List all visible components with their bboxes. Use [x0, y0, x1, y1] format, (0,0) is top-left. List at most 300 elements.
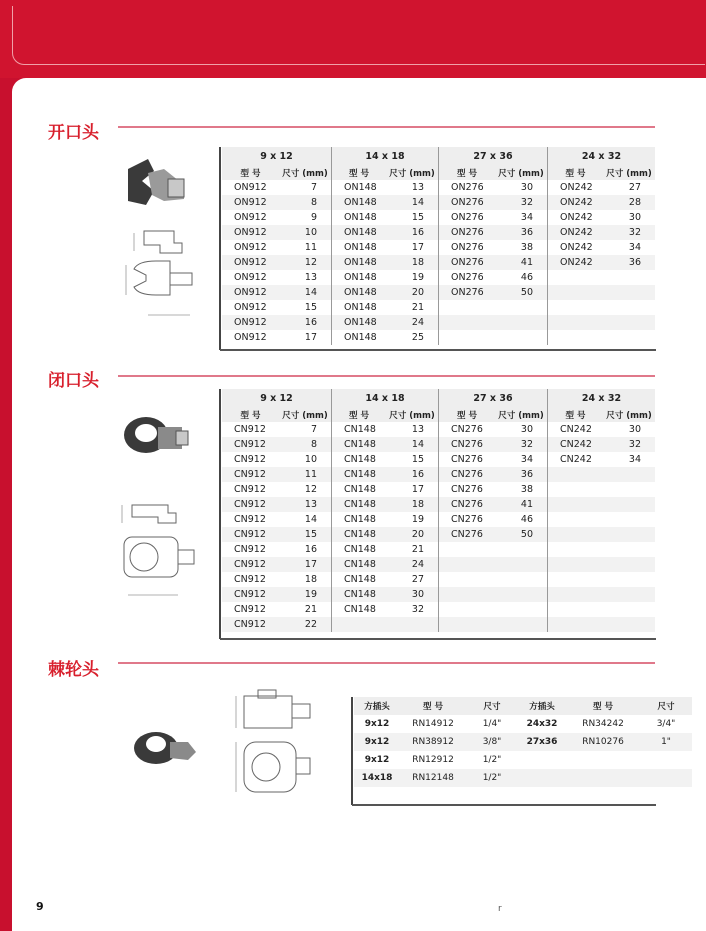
size-cell: 21	[411, 302, 424, 313]
ratchet-column-header: 型 号	[400, 697, 466, 715]
size-cell: 50	[495, 527, 548, 542]
size-cell: 30	[520, 182, 533, 193]
column-header-row	[222, 407, 655, 422]
size-cell: 15	[411, 454, 424, 465]
table-row	[222, 330, 655, 345]
size-cell	[603, 587, 655, 602]
top-frame	[12, 6, 705, 65]
size-column-header: 尺寸 (mm)	[386, 165, 439, 180]
group-size-header: 14 x 18	[332, 147, 439, 165]
model-column-header: 型 号	[548, 407, 604, 422]
table-row	[222, 587, 655, 602]
size-cell: 38	[520, 242, 533, 253]
size-cell: 30	[628, 212, 641, 223]
model-cell: ON148	[332, 210, 387, 225]
model-cell: CN276	[439, 512, 496, 527]
ring-spec-table	[222, 389, 655, 632]
size-cell	[495, 557, 548, 572]
ratchet-column-header: 方插头	[518, 697, 566, 715]
ratchet-header-row	[354, 697, 692, 715]
size-cell: 13	[279, 497, 332, 512]
table-row	[222, 467, 655, 482]
model-cell: ON912	[222, 315, 279, 330]
table-row	[222, 437, 655, 452]
size-cell: 13	[304, 272, 317, 283]
model-cell: CN148	[332, 437, 387, 452]
model-cell: CN276	[439, 422, 496, 437]
group-size-header: 27 x 36	[439, 147, 548, 165]
model-cell	[548, 527, 604, 542]
size-cell	[603, 617, 655, 632]
size-cell	[495, 587, 548, 602]
table-row	[222, 270, 655, 285]
size-cell: 14	[386, 195, 439, 210]
size-cell: 7	[310, 182, 317, 193]
table-bottom-rule	[220, 349, 656, 351]
column-header-row	[222, 165, 655, 180]
model-cell	[548, 285, 604, 300]
ratchet-column-header: 尺寸	[466, 697, 518, 715]
size-cell: 7	[310, 424, 317, 435]
size-cell: 34	[520, 212, 533, 223]
model-cell: CN912	[234, 424, 266, 435]
model-cell: CN912	[234, 454, 266, 465]
model-cell: ON148	[332, 180, 387, 195]
size-cell: 25	[411, 332, 424, 343]
size-column-header: 尺寸 (mm)	[495, 165, 548, 180]
model-column-header: 型 号	[548, 165, 604, 180]
size-cell: 19	[411, 272, 424, 283]
model-column-header: 型 号	[439, 165, 496, 180]
page-number: 9	[36, 900, 44, 913]
model-cell: CN148	[332, 512, 387, 527]
model-cell	[548, 467, 604, 482]
model-cell: CN148	[332, 422, 387, 437]
table-row	[222, 315, 655, 330]
footer-mark: r	[498, 904, 502, 914]
table-row	[222, 497, 655, 512]
table-row	[222, 285, 655, 300]
size-cell	[386, 617, 439, 632]
model-cell	[439, 572, 496, 587]
model-cell: CN148	[332, 452, 387, 467]
size-cell: 16	[386, 225, 439, 240]
model-cell	[548, 587, 604, 602]
size-cell	[603, 300, 655, 315]
size-cell: 27	[628, 182, 641, 193]
drive-cell: 27x36	[518, 733, 566, 751]
ratchet-column-header: 型 号	[566, 697, 640, 715]
size-cell: 32	[603, 437, 655, 452]
model-cell: ON148	[332, 300, 387, 315]
size-cell	[603, 482, 655, 497]
model-cell	[566, 751, 640, 769]
model-cell	[548, 300, 604, 315]
size-cell: 17	[411, 484, 424, 495]
size-cell: 12	[279, 255, 332, 270]
table-bottom-rule	[352, 804, 656, 806]
size-cell	[603, 602, 655, 617]
size-cell: 9	[310, 212, 317, 223]
model-cell: CN276	[439, 527, 496, 542]
size-cell: 36	[495, 467, 548, 482]
size-cell: 17	[411, 242, 424, 253]
size-cell	[603, 527, 655, 542]
model-cell: RN38912	[400, 733, 466, 751]
size-cell	[495, 602, 548, 617]
table-row	[354, 751, 692, 769]
model-cell	[548, 497, 604, 512]
size-cell: 34	[628, 454, 641, 465]
model-cell	[548, 572, 604, 587]
table-row	[222, 512, 655, 527]
size-column-header: 尺寸 (mm)	[386, 407, 439, 422]
table-row	[222, 180, 655, 195]
table-row	[354, 715, 692, 733]
open-end-head-illustration	[120, 155, 210, 335]
size-cell: 10	[279, 225, 332, 240]
model-cell	[566, 769, 640, 787]
size-cell: 36	[603, 255, 655, 270]
model-cell: CN148	[332, 467, 387, 482]
size-cell: 46	[520, 514, 533, 525]
section-rule	[118, 126, 655, 128]
table-divider	[219, 147, 221, 350]
model-cell: CN912	[234, 604, 266, 615]
group-size-header: 24 x 32	[548, 147, 656, 165]
model-cell	[548, 542, 604, 557]
size-cell: 13	[411, 182, 424, 193]
model-cell: ON912	[234, 242, 267, 253]
size-cell: 15	[279, 527, 332, 542]
size-cell	[640, 769, 692, 787]
model-cell: ON276	[439, 195, 496, 210]
model-cell	[439, 330, 496, 345]
size-cell	[495, 617, 548, 632]
table-row	[222, 210, 655, 225]
model-cell	[439, 587, 496, 602]
size-cell: 1/2"	[482, 755, 502, 765]
size-cell	[603, 542, 655, 557]
size-cell: 34	[520, 454, 533, 465]
model-cell	[439, 300, 496, 315]
drive-cell: 9x12	[354, 733, 400, 751]
table-row	[222, 300, 655, 315]
model-cell: CN148	[332, 527, 387, 542]
table-row	[354, 733, 692, 751]
size-cell: 15	[411, 212, 424, 223]
model-cell	[548, 557, 604, 572]
model-cell: ON148	[332, 315, 387, 330]
model-cell: ON148	[332, 255, 387, 270]
ratchet-table	[354, 697, 692, 787]
size-cell: 13	[411, 424, 424, 435]
ratchet-head-illustration	[126, 688, 326, 803]
size-cell: 30	[386, 587, 439, 602]
table-row	[222, 482, 655, 497]
model-cell: CN148	[332, 482, 387, 497]
size-column-header: 尺寸 (mm)	[495, 407, 548, 422]
size-column-header: 尺寸 (mm)	[603, 407, 655, 422]
model-cell: CN912	[222, 437, 279, 452]
model-cell	[439, 315, 496, 330]
model-column-header: 型 号	[332, 407, 387, 422]
model-cell: ON242	[548, 255, 604, 270]
ring-head-illustration	[118, 405, 208, 605]
model-cell: CN148	[332, 587, 387, 602]
size-cell: 21	[304, 604, 317, 615]
size-cell: 32	[603, 225, 655, 240]
size-cell: 24	[386, 557, 439, 572]
model-cell: CN912	[222, 587, 279, 602]
model-cell: ON148	[332, 270, 387, 285]
ratchet-spec-table	[354, 697, 692, 787]
model-cell: CN912	[222, 617, 279, 632]
model-cell: CN912	[234, 574, 266, 585]
model-cell	[548, 512, 604, 527]
size-cell: 18	[304, 574, 317, 585]
model-column-header: 型 号	[222, 165, 279, 180]
model-cell: ON148	[332, 240, 387, 255]
size-cell	[640, 751, 692, 769]
drive-cell	[518, 751, 566, 769]
model-cell: CN148	[332, 557, 387, 572]
model-cell: CN148	[332, 542, 387, 557]
model-cell: ON148	[332, 195, 387, 210]
drive-cell: 24x32	[526, 719, 558, 729]
model-cell: CN912	[234, 544, 266, 555]
size-cell	[603, 315, 655, 330]
size-cell: 11	[279, 467, 332, 482]
table-row	[222, 422, 655, 437]
model-cell: ON912	[234, 182, 267, 193]
group-header-row	[222, 147, 655, 165]
size-cell: 24	[386, 315, 439, 330]
model-cell: ON912	[234, 212, 267, 223]
drive-cell: 9x12	[364, 719, 390, 729]
model-cell: ON276	[439, 285, 496, 300]
group-header-row	[222, 389, 655, 407]
size-cell	[603, 512, 655, 527]
size-cell	[603, 285, 655, 300]
model-cell: ON242	[548, 180, 604, 195]
model-cell: ON912	[234, 302, 267, 313]
size-cell: 14	[279, 285, 332, 300]
size-cell: 8	[279, 195, 332, 210]
model-cell	[548, 330, 604, 345]
size-column-header: 尺寸 (mm)	[279, 165, 332, 180]
size-cell: 3/8"	[466, 733, 518, 751]
size-cell: 46	[520, 272, 533, 283]
size-cell	[603, 572, 655, 587]
size-cell: 32	[411, 604, 424, 615]
size-cell	[495, 330, 548, 345]
model-cell: CN912	[234, 514, 266, 525]
model-cell: ON912	[222, 285, 279, 300]
size-cell	[603, 270, 655, 285]
section-title-ring: 闭口头	[48, 371, 99, 391]
size-cell: 41	[495, 255, 548, 270]
model-cell: ON242	[548, 240, 604, 255]
model-cell	[548, 315, 604, 330]
table-row	[222, 617, 655, 632]
size-cell: 12	[304, 484, 317, 495]
drive-cell: 9x12	[364, 755, 390, 765]
model-cell: ON242	[548, 210, 604, 225]
model-cell: RN10276	[566, 733, 640, 751]
size-cell: 22	[279, 617, 332, 632]
model-cell	[439, 617, 496, 632]
table-bottom-rule	[220, 638, 656, 640]
model-cell: CN242	[548, 452, 604, 467]
size-cell: 19	[279, 587, 332, 602]
model-cell: ON276	[439, 210, 496, 225]
drive-cell	[518, 769, 566, 787]
size-cell: 21	[411, 544, 424, 555]
size-cell: 17	[279, 557, 332, 572]
model-cell: ON242	[548, 195, 604, 210]
size-cell: 14	[304, 514, 317, 525]
model-cell: CN148	[332, 497, 387, 512]
model-cell	[332, 617, 387, 632]
model-cell	[548, 617, 604, 632]
model-cell: CN276	[439, 467, 496, 482]
model-cell	[439, 557, 496, 572]
size-cell: 18	[386, 497, 439, 512]
size-cell	[603, 467, 655, 482]
model-cell: ON148	[332, 285, 387, 300]
table-row	[222, 255, 655, 270]
size-cell: 16	[279, 315, 332, 330]
group-size-header: 9 x 12	[222, 147, 332, 165]
model-cell: CN242	[548, 437, 604, 452]
model-cell: ON276	[439, 225, 496, 240]
size-cell: 50	[495, 285, 548, 300]
size-cell	[495, 300, 548, 315]
model-cell: ON242	[548, 225, 604, 240]
model-column-header: 型 号	[222, 407, 279, 422]
size-cell: 38	[520, 484, 533, 495]
drive-cell: 14x18	[354, 769, 400, 787]
size-cell: 16	[386, 467, 439, 482]
size-column-header: 尺寸 (mm)	[279, 407, 332, 422]
size-cell: 32	[495, 437, 548, 452]
model-cell: ON148	[332, 225, 387, 240]
size-cell: 17	[304, 332, 317, 343]
model-cell: ON148	[332, 330, 387, 345]
model-cell: CN912	[222, 497, 279, 512]
model-cell: ON912	[234, 332, 267, 343]
model-cell: CN276	[439, 482, 496, 497]
section-rule	[118, 375, 655, 377]
size-cell: 36	[495, 225, 548, 240]
open-end-spec-table	[222, 147, 655, 345]
size-cell: 15	[304, 302, 317, 313]
size-cell: 18	[386, 255, 439, 270]
size-cell: 1/2"	[466, 769, 518, 787]
model-cell: CN276	[439, 437, 496, 452]
model-cell: CN276	[439, 452, 496, 467]
size-cell: 1/4"	[482, 719, 502, 729]
model-cell: ON276	[439, 255, 496, 270]
model-cell	[439, 602, 496, 617]
size-cell: 27	[411, 574, 424, 585]
table-row	[222, 225, 655, 240]
size-cell: 1"	[640, 733, 692, 751]
model-cell: ON912	[234, 272, 267, 283]
model-column-header: 型 号	[439, 407, 496, 422]
size-cell: 8	[279, 437, 332, 452]
ratchet-column-header: 方插头	[354, 697, 400, 715]
model-column-header: 型 号	[332, 165, 387, 180]
size-cell: 34	[628, 242, 641, 253]
table-row	[222, 542, 655, 557]
size-cell: 11	[304, 242, 317, 253]
size-cell: 30	[520, 424, 533, 435]
section-title-ratchet: 棘轮头	[48, 660, 99, 680]
size-cell: 3/4"	[656, 719, 676, 729]
size-cell: 20	[386, 527, 439, 542]
model-cell	[439, 542, 496, 557]
table-row	[222, 602, 655, 617]
model-cell: ON912	[222, 255, 279, 270]
model-cell: CN912	[234, 484, 266, 495]
section-rule	[118, 662, 655, 664]
group-size-header: 27 x 36	[439, 389, 548, 407]
model-cell	[548, 602, 604, 617]
table-row	[222, 557, 655, 572]
model-cell: RN14912	[412, 719, 454, 729]
model-cell: CN148	[332, 572, 387, 587]
size-cell: 19	[411, 514, 424, 525]
size-cell	[495, 572, 548, 587]
model-cell: ON276	[439, 270, 496, 285]
ring-table	[222, 389, 655, 632]
model-cell	[548, 482, 604, 497]
size-cell: 30	[628, 424, 641, 435]
size-cell: 28	[603, 195, 655, 210]
model-cell: CN912	[222, 527, 279, 542]
group-size-header: 14 x 18	[332, 389, 439, 407]
table-row	[354, 769, 692, 787]
model-cell: ON912	[222, 195, 279, 210]
size-cell	[603, 557, 655, 572]
size-cell	[603, 497, 655, 512]
table-row	[222, 527, 655, 542]
size-cell	[495, 542, 548, 557]
size-cell: 16	[304, 544, 317, 555]
model-cell: ON912	[222, 225, 279, 240]
model-cell: RN12148	[400, 769, 466, 787]
table-divider	[351, 697, 353, 805]
model-cell: ON276	[439, 240, 496, 255]
size-column-header: 尺寸 (mm)	[603, 165, 655, 180]
model-cell: RN34242	[582, 719, 624, 729]
size-cell: 10	[304, 454, 317, 465]
table-row	[222, 195, 655, 210]
table-row	[222, 572, 655, 587]
size-cell: 14	[386, 437, 439, 452]
model-cell: ON276	[439, 180, 496, 195]
table-row	[222, 452, 655, 467]
model-cell: CN242	[548, 422, 604, 437]
model-cell: CN912	[222, 467, 279, 482]
table-row	[222, 240, 655, 255]
model-cell: RN12912	[412, 755, 454, 765]
size-cell: 41	[495, 497, 548, 512]
model-cell: CN912	[222, 557, 279, 572]
open-end-table	[222, 147, 655, 345]
